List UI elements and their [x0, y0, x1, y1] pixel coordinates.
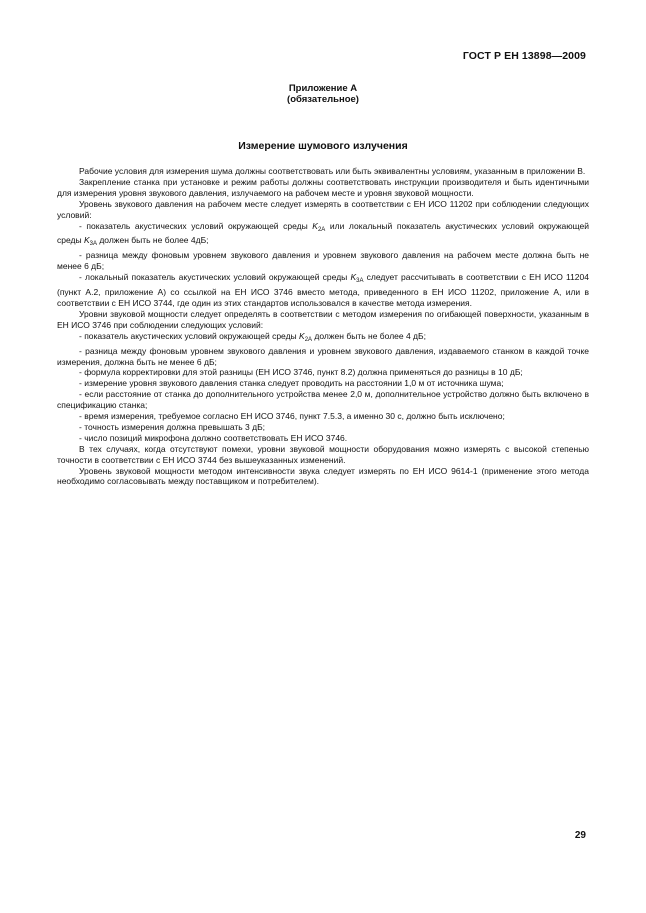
- paragraph: - разница между фоновым уровнем звукового давления и уровнем звукового давления на рабочем месте должна быть не менее 6 дБ;: [57, 250, 589, 272]
- document-id: ГОСТ Р ЕН 13898—2009: [462, 50, 586, 62]
- paragraph-k3a: [57, 272, 589, 309]
- paragraph: - формула корректировки для этой разницы (ЕН ИСО 3746, пункт 8.2) должна применяться до разницы в 10 дБ;: [79, 367, 523, 378]
- text-run: или локальный показатель акустических условий окружающей среды: [57, 220, 589, 246]
- symbol-k: K: [312, 220, 318, 231]
- subscript: 3A: [356, 278, 364, 285]
- paragraph: Рабочие условия для измерения шума должны соответствовать или быть эквивалентны условиям, указанным в приложении В.: [79, 166, 586, 176]
- document-body: [57, 166, 589, 487]
- paragraph: Уровень звуковой мощности методом интенсивности звука следует измерять по ЕН ИСО 9614-1 (применение этого метода необходимо согласовывать между поставщиком и потребителем).: [57, 465, 589, 487]
- annex-heading: [0, 83, 646, 105]
- subscript: 2A: [317, 226, 326, 233]
- symbol-k: K: [299, 330, 305, 341]
- text-run: - локальный показатель акустических условий окружающей среды: [79, 272, 351, 283]
- symbol-k: K: [350, 272, 357, 283]
- annex-title: Приложение А: [288, 83, 358, 94]
- text-run: - показатель акустических условий окружающей среды: [79, 330, 300, 341]
- paragraph: - точность измерения должна превышать 3 дБ;: [79, 421, 266, 432]
- annex-subtitle: (обязательное): [287, 94, 359, 105]
- paragraph-k2a: [57, 331, 589, 346]
- paragraph: - время измерения, требуемое согласно ЕН ИСО 3746, пункт 7.5.3, а именно 30 с, должно быть исключено;: [79, 411, 505, 422]
- paragraph: Уровни звуковой мощности следует определять в соответствии с методом измерения по огибающей поверхности, указанным в ЕН ИСО 3746 при соблюдении следующих условий:: [57, 308, 589, 330]
- subscript: 2A: [304, 336, 313, 343]
- paragraph: В тех случаях, когда отсутствуют помехи, уровни звуковой мощности оборудования можно измерять с высокой степенью точности в соответствии с ЕН ИСО 3744 без вышеуказанных изменений.: [57, 443, 589, 465]
- symbol-k: K: [83, 235, 90, 246]
- subscript: 3A: [89, 241, 97, 248]
- text-run: должен быть не более 4 дБ;: [312, 330, 426, 341]
- paragraph-k2a-k3a: [57, 221, 589, 251]
- paragraph: - измерение уровня звукового давления станка следует проводить на расстоянии 1,0 м от источника шума;: [79, 378, 504, 389]
- paragraph: Уровень звукового давления на рабочем месте следует измерять в соответствии с ЕН ИСО 11202 при соблюдении следующих условий:: [57, 198, 589, 220]
- paragraph: - число позиций микрофона должно соответствовать ЕН ИСО 3746.: [79, 432, 348, 443]
- text-run: следует рассчитывать в соответствии с ЕН ИСО 11204 (пункт А.2, приложение А) со ссылкой на ЕН ИСО 3746 вместо метода, приведенного в ЕН ИСО 11202, приложение А, или в соответствии с ЕН ИСО 3744, где один из этих стандартов использовался в качестве метода измерения.: [57, 272, 589, 308]
- paragraph: - разница между фоновым уровнем звукового давления и уровнем звукового давления, издаваемого станком в каждой точке измерения, должна быть не менее 6 дБ;: [57, 345, 589, 367]
- paragraph: - если расстояние от станка до дополнительного устройства менее 2,0 м, дополнительное устройство должно быть включено в спецификацию станка;: [57, 389, 589, 411]
- paragraph: Закрепление станка при установке и режим работы должны соответствовать инструкции производителя и быть идентичными для измерения уровня звукового давления, излучаемого на рабочем месте и уровня звуковой мощности.: [57, 176, 589, 198]
- text-run: должен быть не более 4дБ;: [96, 235, 209, 246]
- page-number: 29: [574, 830, 586, 841]
- text-run: - показатель акустических условий окружающей среды: [79, 220, 313, 231]
- section-title: Измерение шумового излучения: [238, 140, 408, 152]
